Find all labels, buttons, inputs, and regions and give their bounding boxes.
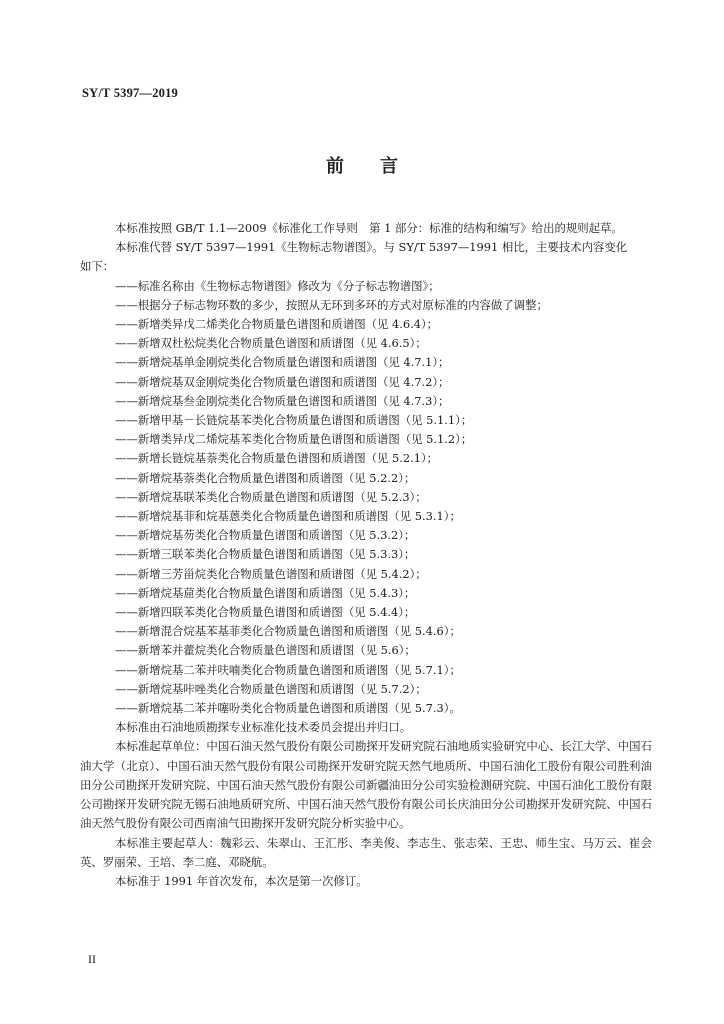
change-item: ——新增烷基单金刚烷类化合物质量色谱图和质谱图（见 4.7.1）； <box>115 355 450 370</box>
change-item: ——新增三联苯类化合物质量色谱图和质谱图（见 5.3.3）； <box>115 547 416 562</box>
change-item: ——新增甲基－长链烷基苯类化合物质量色谱图和质谱图（见 5.1.1）； <box>115 413 473 428</box>
change-item: ——新增三芳甾烷类化合物质量色谱图和质谱图（见 5.4.2）； <box>115 566 427 581</box>
change-item: ——新增烷基二苯并呋喃类化合物质量色谱图和质谱图（见 5.7.1）； <box>115 662 461 677</box>
page-number: II <box>88 952 96 966</box>
change-item: ——新增烷基联苯类化合物质量色谱图和质谱图（见 5.2.3）； <box>115 489 427 504</box>
standard-code: SY/T 5397—2019 <box>82 86 178 100</box>
change-item: ——新增四联苯类化合物质量色谱图和质谱图（见 5.4.4）； <box>115 605 416 620</box>
change-item: ——新增烷基二苯并噻吩类化合物质量色谱图和质谱图（见 5.7.3）。 <box>115 701 461 716</box>
change-item: ——新增烷基䓛类化合物质量色谱图和质谱图（见 5.4.3）； <box>115 585 416 600</box>
change-item: ——新增烷基双金刚烷类化合物质量色谱图和质谱图（见 4.7.2）； <box>115 374 450 389</box>
changes-list <box>92 277 652 719</box>
replacement-paragraph: 本标准代替 SY/T 5397—1991《生物标志物谱图》。与 SY/T 5397—1991 相比，主要技术内容变化 <box>115 240 628 255</box>
proposed-by-paragraph: 本标准由石油地质勘探专业标准化技术委员会提出并归口。 <box>115 720 412 735</box>
change-item: ——根据分子标志物环数的多少，按照从无环到多环的方式对原标准的内容做了调整； <box>115 297 548 312</box>
change-item: ——新增类异戊二烯类化合物质量色谱图和质谱图（见 4.6.4）； <box>115 317 439 332</box>
change-item: ——新增烷基咔唑类化合物质量色谱图和质谱图（见 5.7.2）； <box>115 681 427 696</box>
change-item: ——新增混合烷基苯基菲类化合物质量色谱图和质谱图（见 5.4.6）； <box>115 624 461 639</box>
change-item: ——新增烷基菲和烷基蒽类化合物质量色谱图和质谱图（见 5.3.1）； <box>115 509 461 524</box>
change-item: ——新增长链烷基萘类化合物质量色谱图和质谱图（见 5.2.1）； <box>115 451 439 466</box>
change-item: ——新增烷基叁金刚烷类化合物质量色谱图和质谱图（见 4.7.3）； <box>115 393 450 408</box>
change-item: ——新增烷基萘类化合物质量色谱图和质谱图（见 5.2.2）； <box>115 470 416 485</box>
foreword-body <box>80 219 652 891</box>
change-item: ——标准名称由《生物标志物谱图》修改为《分子标志物谱图》； <box>115 278 440 293</box>
replacement-paragraph-continued: 如下： <box>80 259 115 274</box>
change-item: ——新增苯并藿烷类化合物质量色谱图和质谱图（见 5.6）； <box>115 643 416 658</box>
change-item: ——新增双杜松烷类化合物质量色谱图和质谱图（见 4.6.5）； <box>115 336 427 351</box>
change-item: ——新增类异戊二烯烷基苯类化合物质量色谱图和质谱图（见 5.1.2）； <box>115 432 473 447</box>
change-item: ——新增烷基芴类化合物质量色谱图和质谱图（见 5.3.2）； <box>115 528 416 543</box>
history-paragraph: 本标准于 1991 年首次发布，本次是第一次修订。 <box>115 873 368 888</box>
drafters-paragraph: 本标准主要起草人：魏彩云、朱翠山、王汇彤、李美俊、李志生、张志荣、王忠、师生宝、马万云、崔会英、罗丽荣、王培、李二庭、邓晓航。 <box>80 835 652 869</box>
page-title: 前言 <box>326 156 434 177</box>
drafting-units-paragraph: 本标准起草单位：中国石油天然气股份有限公司勘探开发研究院石油地质实验研究中心、长江大学、中国石油大学（北京）、中国石油天然气股份有限公司勘探开发研究院天然气地质所、中国石油化工股份有限公司胜利油田分公司勘探开发研究院、中国石油天然气股份有限公司新疆油田分公司实验检测研究院、中国石油化工股份有限公司勘探开发研究院无锡石油地质研究所、中国石油天然气股份有限公司长庆油田分公司勘探开发研究院、中国石油天然气股份有限公司西南油气田勘探开发研究院分析实验中心。 <box>80 739 652 831</box>
drafting-rules-paragraph: 本标准按照 GB/T 1.1—2009《标准化工作导则 第 1 部分：标准的结构和编写》给出的规则起草。 <box>115 221 623 235</box>
